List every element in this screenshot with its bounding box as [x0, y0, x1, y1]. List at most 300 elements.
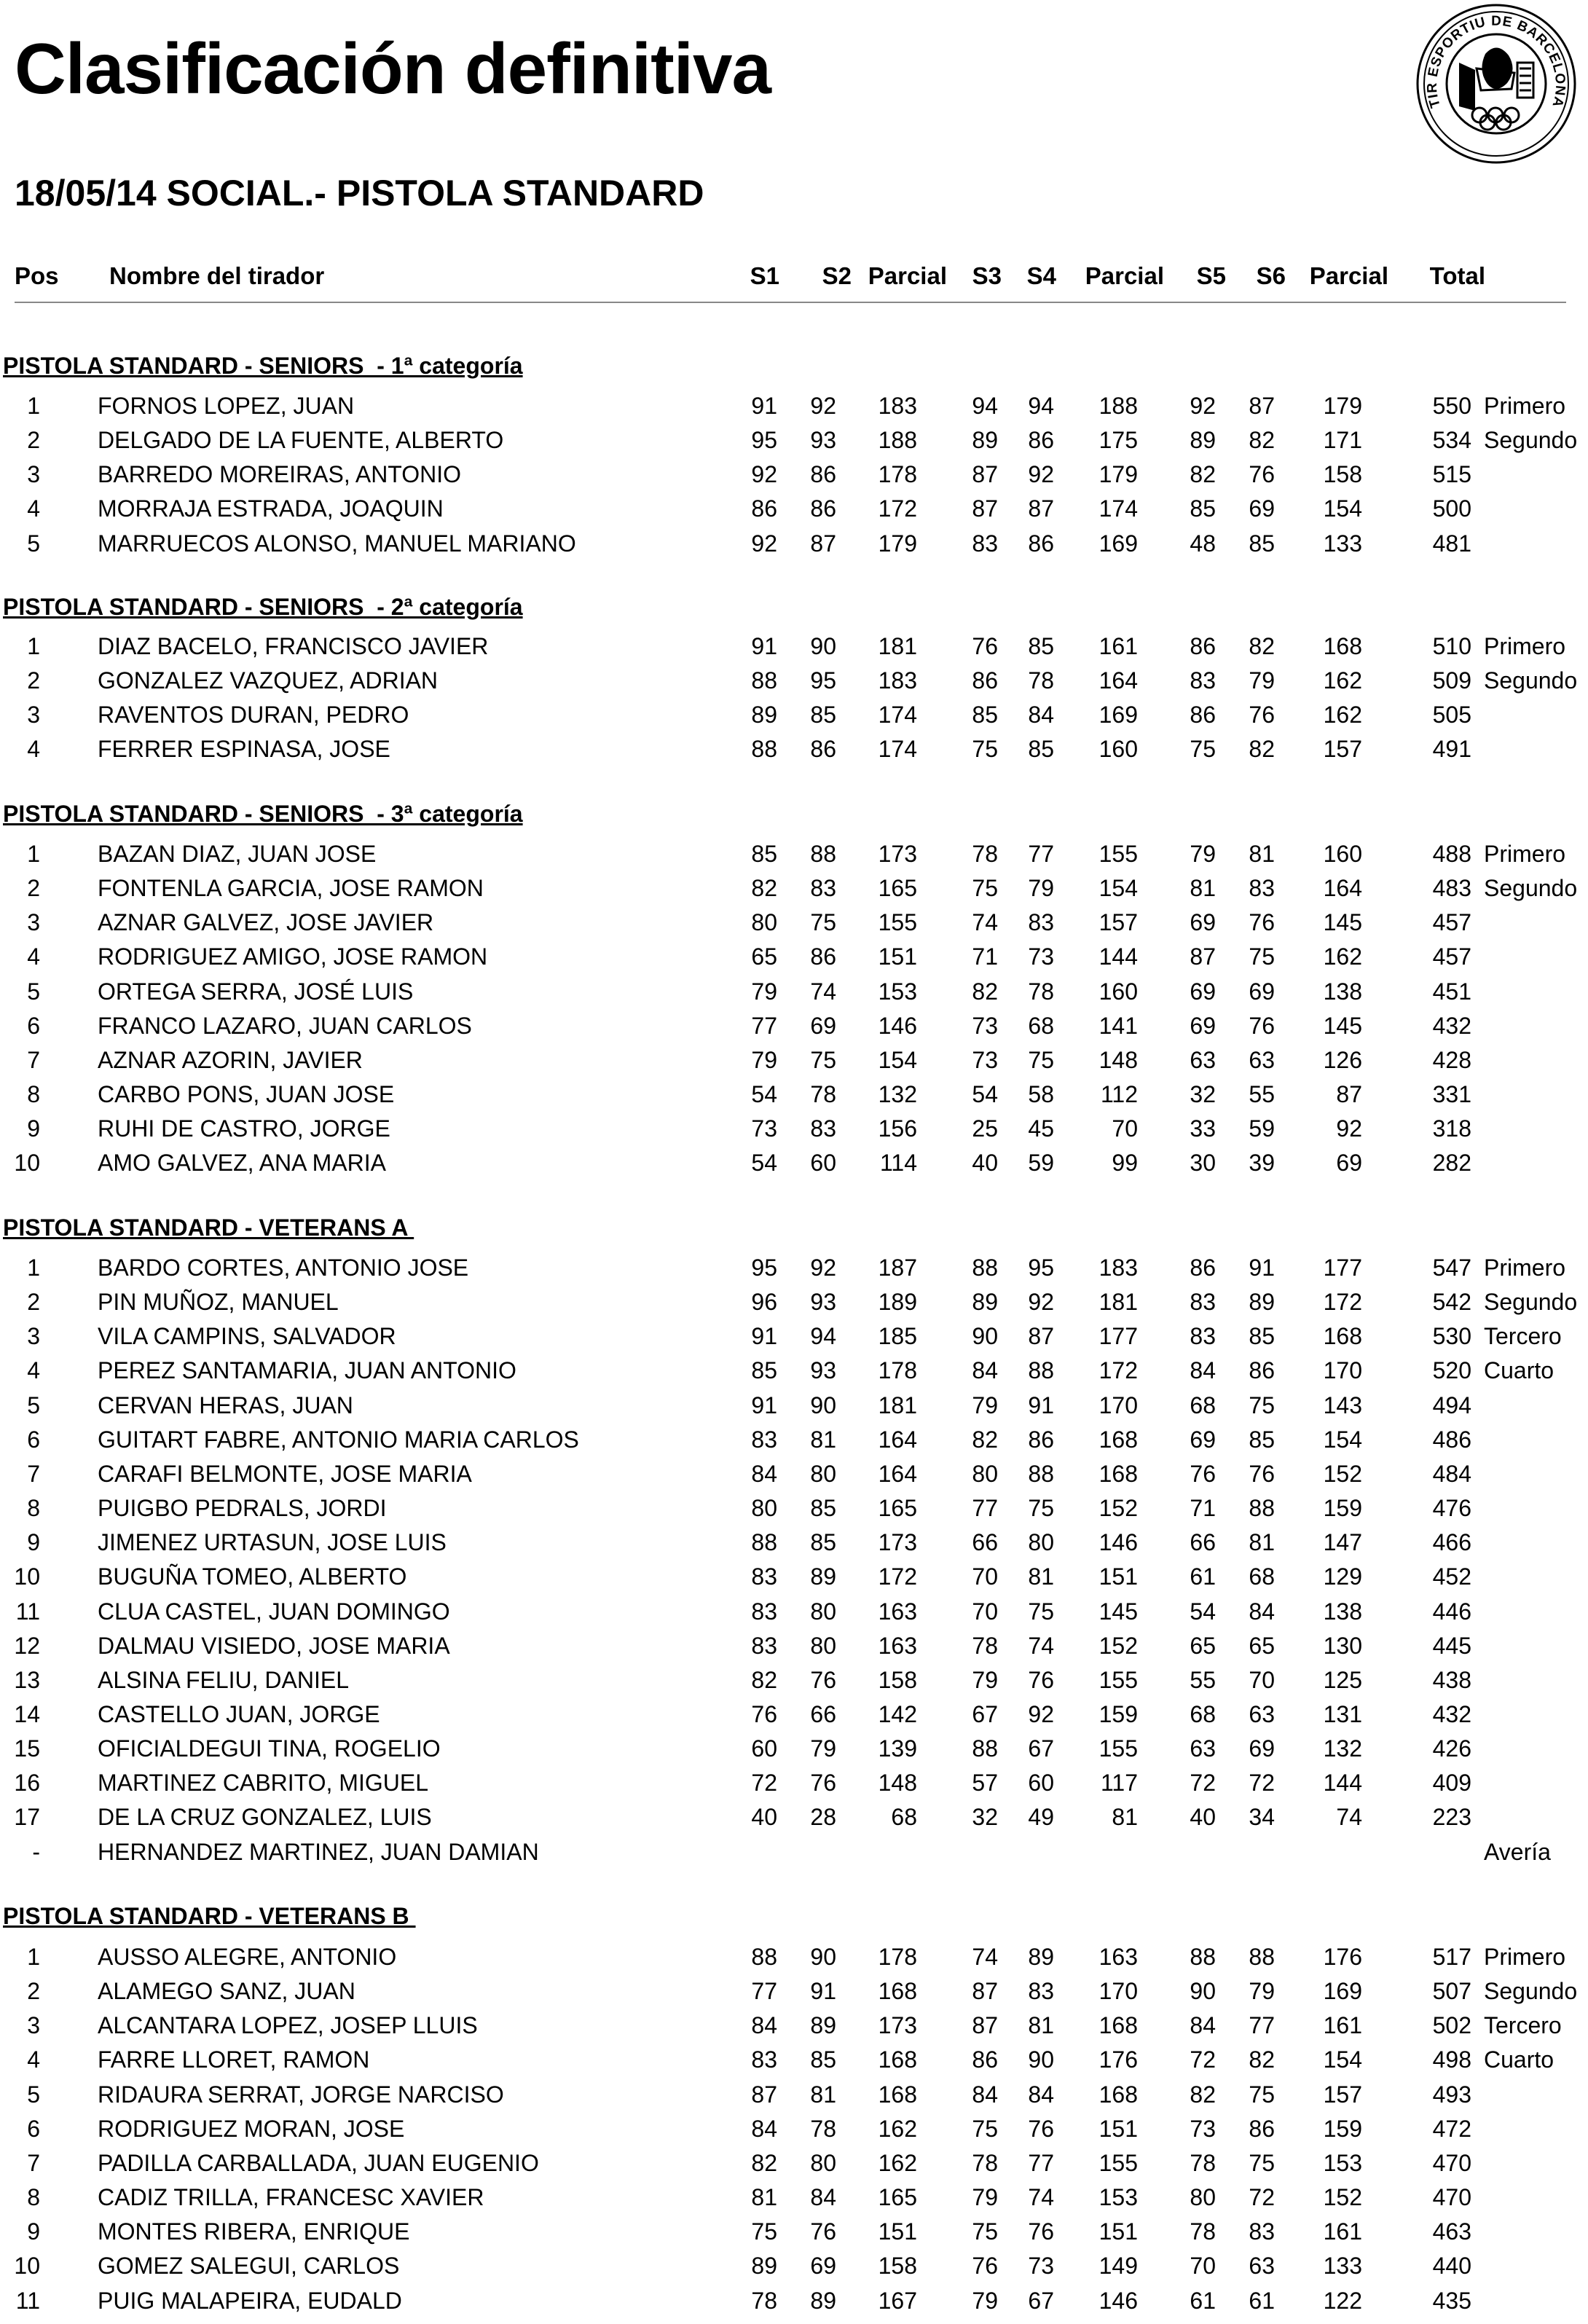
award-cell: Cuarto [1484, 2046, 1554, 2073]
parcial3-cell: 162 [1323, 667, 1362, 694]
s4-cell: 95 [1028, 1255, 1054, 1281]
pos-cell: 1 [27, 633, 40, 659]
parcial3-cell: 171 [1323, 427, 1362, 454]
s3-cell: 84 [972, 1357, 998, 1384]
s2-cell: 85 [810, 1529, 836, 1556]
parcial1-cell: 174 [878, 702, 917, 729]
parcial3-cell: 158 [1323, 461, 1362, 488]
s1-cell: 79 [751, 978, 777, 1005]
table-row [0, 530, 1588, 565]
parcial2-cell: 179 [1098, 461, 1138, 488]
name-cell: DALMAU VISIEDO, JOSE MARIA [98, 1632, 450, 1659]
s6-cell: 87 [1249, 393, 1275, 419]
s6-cell: 83 [1249, 2218, 1275, 2245]
s5-cell: 48 [1190, 530, 1216, 557]
total-cell: 451 [1432, 978, 1471, 1005]
s3-cell: 89 [972, 427, 998, 454]
name-cell: MARTINEZ CABRITO, MIGUEL [98, 1770, 428, 1797]
s5-cell: 61 [1190, 1563, 1216, 1590]
parcial1-cell: 132 [878, 1081, 917, 1108]
total-cell: 517 [1432, 1944, 1471, 1970]
parcial3-cell: 157 [1323, 2081, 1362, 2108]
s2-cell: 84 [810, 2184, 836, 2211]
total-cell: 498 [1432, 2046, 1471, 2073]
parcial2-cell: 146 [1098, 1529, 1138, 1556]
s4-cell: 75 [1028, 1495, 1054, 1522]
s5-cell: 89 [1190, 427, 1216, 454]
s4-cell: 85 [1028, 633, 1054, 659]
s3-cell: 74 [972, 1944, 998, 1970]
s1-cell: 85 [751, 841, 777, 867]
name-cell: FORNOS LOPEZ, JUAN [98, 393, 355, 419]
s6-cell: 91 [1249, 1255, 1275, 1281]
s5-cell: 76 [1190, 1460, 1216, 1487]
parcial1-cell: 153 [878, 978, 917, 1005]
s4-cell: 83 [1028, 909, 1054, 936]
s1-cell: 91 [751, 1323, 777, 1350]
s2-cell: 95 [810, 667, 836, 694]
s3-cell: 77 [972, 1495, 998, 1522]
name-cell: DIAZ BACELO, FRANCISCO JAVIER [98, 633, 489, 659]
award-cell: Cuarto [1484, 1357, 1554, 1384]
pos-cell: 10 [14, 1563, 40, 1590]
parcial1-cell: 185 [878, 1323, 917, 1350]
pos-cell: 15 [14, 1735, 40, 1762]
pos-cell: 7 [27, 1046, 40, 1073]
s1-cell: 88 [751, 1529, 777, 1556]
s5-cell: 73 [1190, 2115, 1216, 2142]
svg-text:TIR ESPORTIU DE BARCELONA: TIR ESPORTIU DE BARCELONA [1424, 13, 1568, 110]
total-cell: 483 [1432, 875, 1471, 902]
s4-cell: 74 [1028, 1632, 1054, 1659]
s2-cell: 28 [810, 1804, 836, 1831]
table-row [0, 1357, 1588, 1391]
s3-cell: 78 [972, 2149, 998, 2176]
s5-cell: 68 [1190, 1700, 1216, 1727]
s4-cell: 59 [1028, 1150, 1054, 1177]
pos-cell: 1 [27, 393, 40, 419]
name-cell: JIMENEZ URTASUN, JOSE LUIS [98, 1529, 447, 1556]
table-row [0, 495, 1588, 530]
parcial1-cell: 178 [878, 1944, 917, 1970]
s2-cell: 93 [810, 1289, 836, 1316]
s2-cell: 80 [810, 1460, 836, 1487]
parcial2-cell: 154 [1098, 875, 1138, 902]
parcial1-cell: 172 [878, 1563, 917, 1590]
name-cell: PUIG MALAPEIRA, EUDALD [98, 2287, 402, 2314]
parcial2-cell: 188 [1098, 393, 1138, 419]
s5-cell: 78 [1190, 2218, 1216, 2245]
s1-cell: 82 [751, 875, 777, 902]
parcial2-cell: 152 [1098, 1495, 1138, 1522]
s2-cell: 92 [810, 1255, 836, 1281]
name-cell: RAVENTOS DURAN, PEDRO [98, 702, 409, 729]
s4-cell: 86 [1028, 530, 1054, 557]
total-cell: 445 [1432, 1632, 1471, 1659]
s6-cell: 84 [1249, 1598, 1275, 1625]
s4-cell: 76 [1028, 2115, 1054, 2142]
s1-cell: 86 [751, 495, 777, 522]
s2-cell: 80 [810, 1598, 836, 1625]
s2-cell: 92 [810, 393, 836, 419]
parcial3-cell: 74 [1336, 1804, 1362, 1831]
s4-cell: 91 [1028, 1391, 1054, 1418]
parcial2-cell: 168 [1098, 2012, 1138, 2039]
s5-cell: 86 [1190, 702, 1216, 729]
s6-cell: 86 [1249, 1357, 1275, 1384]
s2-cell: 69 [810, 1012, 836, 1039]
section-title: PISTOLA STANDARD - VETERANS A [3, 1214, 414, 1241]
total-cell: 494 [1432, 1391, 1471, 1418]
name-cell: AMO GALVEZ, ANA MARIA [98, 1150, 386, 1177]
s3-cell: 70 [972, 1598, 998, 1625]
s1-cell: 60 [751, 1735, 777, 1762]
parcial1-cell: 187 [878, 1255, 917, 1281]
s1-cell: 96 [751, 1289, 777, 1316]
table-row [0, 875, 1588, 909]
award-cell: Primero [1484, 841, 1566, 867]
page-subtitle: 18/05/14 SOCIAL.- PISTOLA STANDARD [15, 173, 704, 213]
pos-cell: 1 [27, 1944, 40, 1970]
total-cell: 409 [1432, 1770, 1471, 1797]
pos-cell: 12 [14, 1632, 40, 1659]
s3-cell: 40 [972, 1150, 998, 1177]
s3-cell: 87 [972, 461, 998, 488]
s5-cell: 32 [1190, 1081, 1216, 1108]
parcial2-cell: 157 [1098, 909, 1138, 936]
col-s4-header: S4 [1026, 262, 1056, 289]
s2-cell: 80 [810, 2149, 836, 2176]
table-row [0, 1633, 1588, 1667]
s1-cell: 77 [751, 1012, 777, 1039]
s3-cell: 78 [972, 841, 998, 867]
parcial1-cell: 151 [878, 2218, 917, 2245]
s4-cell: 77 [1028, 2149, 1054, 2176]
s5-cell: 84 [1190, 2012, 1216, 2039]
table-row [0, 1047, 1588, 1081]
col-s5-header: S5 [1196, 262, 1226, 289]
s6-cell: 63 [1249, 2253, 1275, 2280]
s4-cell: 86 [1028, 427, 1054, 454]
parcial1-cell: 158 [878, 1666, 917, 1693]
parcial1-cell: 179 [878, 530, 917, 557]
s5-cell: 78 [1190, 2149, 1216, 2176]
pos-cell: 3 [27, 909, 40, 936]
pos-cell: 4 [27, 2046, 40, 2073]
s4-cell: 90 [1028, 2046, 1054, 2073]
s5-cell: 33 [1190, 1115, 1216, 1142]
award-cell: Segundo [1484, 1289, 1578, 1316]
s6-cell: 81 [1249, 841, 1275, 867]
parcial2-cell: 183 [1098, 1255, 1138, 1281]
parcial1-cell: 189 [878, 1289, 917, 1316]
s4-cell: 74 [1028, 2184, 1054, 2211]
s2-cell: 90 [810, 1944, 836, 1970]
s1-cell: 54 [751, 1150, 777, 1177]
table-row [0, 427, 1588, 461]
s5-cell: 61 [1190, 2287, 1216, 2314]
parcial3-cell: 133 [1323, 530, 1362, 557]
name-cell: HERNANDEZ MARTINEZ, JUAN DAMIAN [98, 1838, 539, 1865]
parcial2-cell: 161 [1098, 633, 1138, 659]
parcial1-cell: 174 [878, 736, 917, 763]
s6-cell: 75 [1249, 943, 1275, 970]
name-cell: RIDAURA SERRAT, JORGE NARCISO [98, 2081, 504, 2108]
parcial2-cell: 144 [1098, 943, 1138, 970]
parcial2-cell: 99 [1112, 1150, 1138, 1177]
pos-cell: 4 [27, 943, 40, 970]
s5-cell: 72 [1190, 2046, 1216, 2073]
name-cell: ALSINA FELIU, DANIEL [98, 1666, 350, 1693]
pos-cell: 5 [27, 2081, 40, 2108]
parcial1-cell: 162 [878, 2149, 917, 2176]
s6-cell: 61 [1249, 2287, 1275, 2314]
parcial1-cell: 155 [878, 909, 917, 936]
s4-cell: 84 [1028, 2081, 1054, 2108]
club-seal-icon [1415, 3, 1577, 165]
total-cell: 466 [1432, 1529, 1471, 1556]
s3-cell: 86 [972, 2046, 998, 2073]
parcial1-cell: 156 [878, 1115, 917, 1142]
s3-cell: 74 [972, 909, 998, 936]
s1-cell: 76 [751, 1700, 777, 1727]
parcial2-cell: 70 [1112, 1115, 1138, 1142]
award-cell: Segundo [1484, 427, 1578, 454]
s6-cell: 75 [1249, 2149, 1275, 2176]
s4-cell: 75 [1028, 1598, 1054, 1625]
s4-cell: 87 [1028, 1323, 1054, 1350]
name-cell: RODRIGUEZ MORAN, JOSE [98, 2115, 405, 2142]
s4-cell: 73 [1028, 943, 1054, 970]
parcial2-cell: 172 [1098, 1357, 1138, 1384]
parcial3-cell: 161 [1323, 2218, 1362, 2245]
total-cell: 476 [1432, 1495, 1471, 1522]
s5-cell: 90 [1190, 1978, 1216, 2005]
s1-cell: 83 [751, 1563, 777, 1590]
s5-cell: 70 [1190, 2253, 1216, 2280]
pos-cell: 8 [27, 1495, 40, 1522]
parcial2-cell: 155 [1098, 1735, 1138, 1762]
s2-cell: 85 [810, 2046, 836, 2073]
s5-cell: 83 [1190, 667, 1216, 694]
s4-cell: 87 [1028, 495, 1054, 522]
s2-cell: 76 [810, 1666, 836, 1693]
pos-cell: 11 [15, 1598, 40, 1625]
s6-cell: 68 [1249, 1563, 1275, 1590]
s3-cell: 67 [972, 1700, 998, 1727]
pos-cell: 3 [27, 461, 40, 488]
table-row [0, 1701, 1588, 1735]
parcial2-cell: 170 [1098, 1978, 1138, 2005]
award-cell: Segundo [1484, 667, 1578, 694]
name-cell: FRANCO LAZARO, JUAN CARLOS [98, 1012, 472, 1039]
s4-cell: 68 [1028, 1012, 1054, 1039]
s1-cell: 77 [751, 1978, 777, 2005]
s4-cell: 92 [1028, 461, 1054, 488]
parcial2-cell: 81 [1112, 1804, 1138, 1831]
name-cell: CARAFI BELMONTE, JOSE MARIA [98, 1460, 472, 1487]
s4-cell: 88 [1028, 1460, 1054, 1487]
s3-cell: 76 [972, 2253, 998, 2280]
pos-cell: 10 [14, 2253, 40, 2280]
parcial2-cell: 175 [1098, 427, 1138, 454]
parcial1-cell: 178 [878, 1357, 917, 1384]
s6-cell: 75 [1249, 1391, 1275, 1418]
s1-cell: 84 [751, 1460, 777, 1487]
s1-cell: 91 [751, 1391, 777, 1418]
total-cell: 550 [1432, 393, 1471, 419]
table-row [0, 1323, 1588, 1357]
s5-cell: 86 [1190, 633, 1216, 659]
pos-cell: 3 [27, 2012, 40, 2039]
table-row [0, 2081, 1588, 2116]
s1-cell: 88 [751, 1944, 777, 1970]
award-cell: Avería [1484, 1838, 1551, 1865]
s1-cell: 82 [751, 2149, 777, 2176]
s1-cell: 72 [751, 1770, 777, 1797]
pos-cell: 8 [27, 1081, 40, 1108]
parcial1-cell: 114 [879, 1150, 917, 1177]
parcial3-cell: 176 [1323, 1944, 1362, 1970]
parcial3-cell: 159 [1323, 2115, 1362, 2142]
parcial2-cell: 181 [1098, 1289, 1138, 1316]
parcial2-cell: 168 [1098, 2081, 1138, 2108]
s6-cell: 85 [1249, 1323, 1275, 1350]
s4-cell: 67 [1028, 2287, 1054, 2314]
s3-cell: 79 [972, 1666, 998, 1693]
name-cell: AZNAR GALVEZ, JOSE JAVIER [98, 909, 434, 936]
award-cell: Primero [1484, 1944, 1566, 1970]
parcial1-cell: 183 [878, 393, 917, 419]
pos-cell: 6 [27, 1426, 40, 1453]
s3-cell: 84 [972, 2081, 998, 2108]
total-cell: 507 [1432, 1978, 1471, 2005]
table-row [0, 2116, 1588, 2150]
parcial1-cell: 164 [878, 1426, 917, 1453]
s2-cell: 76 [810, 2218, 836, 2245]
s1-cell: 85 [751, 1357, 777, 1384]
parcial2-cell: 169 [1098, 702, 1138, 729]
parcial2-cell: 145 [1098, 1598, 1138, 1625]
s3-cell: 85 [972, 702, 998, 729]
total-cell: 502 [1432, 2012, 1471, 2039]
s1-cell: 89 [751, 702, 777, 729]
s6-cell: 70 [1249, 1666, 1275, 1693]
s5-cell: 69 [1190, 1426, 1216, 1453]
parcial3-cell: 162 [1323, 702, 1362, 729]
total-cell: 534 [1432, 427, 1471, 454]
parcial1-cell: 68 [891, 1804, 917, 1831]
parcial3-cell: 177 [1323, 1255, 1362, 1281]
total-cell: 500 [1432, 495, 1471, 522]
s3-cell: 88 [972, 1735, 998, 1762]
col-parcial1-header: Parcial [868, 262, 947, 289]
table-row [0, 1461, 1588, 1495]
col-s2-header: S2 [822, 262, 852, 289]
s1-cell: 95 [751, 427, 777, 454]
s1-cell: 65 [751, 943, 777, 970]
name-cell: CLUA CASTEL, JUAN DOMINGO [98, 1598, 450, 1625]
parcial2-cell: 153 [1098, 2184, 1138, 2211]
s1-cell: 88 [751, 736, 777, 763]
s6-cell: 82 [1249, 427, 1275, 454]
total-cell: 438 [1432, 1666, 1471, 1693]
parcial2-cell: 176 [1098, 2046, 1138, 2073]
parcial3-cell: 69 [1336, 1150, 1362, 1177]
table-row [0, 702, 1588, 736]
s5-cell: 85 [1190, 495, 1216, 522]
s5-cell: 84 [1190, 1357, 1216, 1384]
s1-cell: 83 [751, 1598, 777, 1625]
s1-cell: 83 [751, 1426, 777, 1453]
s5-cell: 68 [1190, 1391, 1216, 1418]
parcial2-cell: 170 [1098, 1391, 1138, 1418]
name-cell: DE LA CRUZ GONZALEZ, LUIS [98, 1804, 432, 1831]
total-cell: 432 [1432, 1012, 1471, 1039]
s6-cell: 88 [1249, 1495, 1275, 1522]
parcial1-cell: 154 [878, 1046, 917, 1073]
parcial1-cell: 168 [878, 2046, 917, 2073]
s2-cell: 91 [810, 1978, 836, 2005]
pos-cell: - [32, 1838, 40, 1865]
s4-cell: 81 [1028, 1563, 1054, 1590]
table-row [0, 943, 1588, 978]
s2-cell: 81 [810, 2081, 836, 2108]
table-row [0, 1667, 1588, 1701]
table-row [0, 2150, 1588, 2184]
pos-cell: 2 [27, 1289, 40, 1316]
s5-cell: 63 [1190, 1735, 1216, 1762]
s6-cell: 76 [1249, 1012, 1275, 1039]
name-cell: BARREDO MOREIRAS, ANTONIO [98, 461, 462, 488]
s6-cell: 77 [1249, 2012, 1275, 2039]
s3-cell: 75 [972, 875, 998, 902]
s2-cell: 78 [810, 1081, 836, 1108]
parcial3-cell: 152 [1323, 2184, 1362, 2211]
parcial2-cell: 169 [1098, 530, 1138, 557]
s4-cell: 89 [1028, 1944, 1054, 1970]
pos-cell: 2 [27, 667, 40, 694]
table-row [0, 1426, 1588, 1461]
s3-cell: 86 [972, 667, 998, 694]
section-title: PISTOLA STANDARD - SENIORS - 2ª categoría [3, 594, 523, 620]
total-cell: 472 [1432, 2115, 1471, 2142]
pos-cell: 2 [27, 1978, 40, 2005]
parcial1-cell: 139 [878, 1735, 917, 1762]
pos-cell: 17 [14, 1804, 40, 1831]
s6-cell: 63 [1249, 1700, 1275, 1727]
parcial3-cell: 145 [1323, 1012, 1362, 1039]
pos-cell: 9 [27, 1529, 40, 1556]
s6-cell: 76 [1249, 461, 1275, 488]
s5-cell: 40 [1190, 1804, 1216, 1831]
s3-cell: 83 [972, 530, 998, 557]
name-cell: OFICIALDEGUI TINA, ROGELIO [98, 1735, 441, 1762]
s4-cell: 76 [1028, 2218, 1054, 2245]
parcial3-cell: 122 [1323, 2287, 1362, 2314]
parcial2-cell: 117 [1100, 1770, 1138, 1797]
s2-cell: 74 [810, 978, 836, 1005]
s4-cell: 49 [1028, 1804, 1054, 1831]
s1-cell: 80 [751, 909, 777, 936]
s3-cell: 94 [972, 393, 998, 419]
name-cell: AUSSO ALEGRE, ANTONIO [98, 1944, 397, 1970]
section-title: PISTOLA STANDARD - VETERANS B [3, 1903, 416, 1929]
table-row [0, 1013, 1588, 1047]
pos-cell: 4 [27, 495, 40, 522]
s2-cell: 86 [810, 461, 836, 488]
pos-cell: 4 [27, 736, 40, 763]
